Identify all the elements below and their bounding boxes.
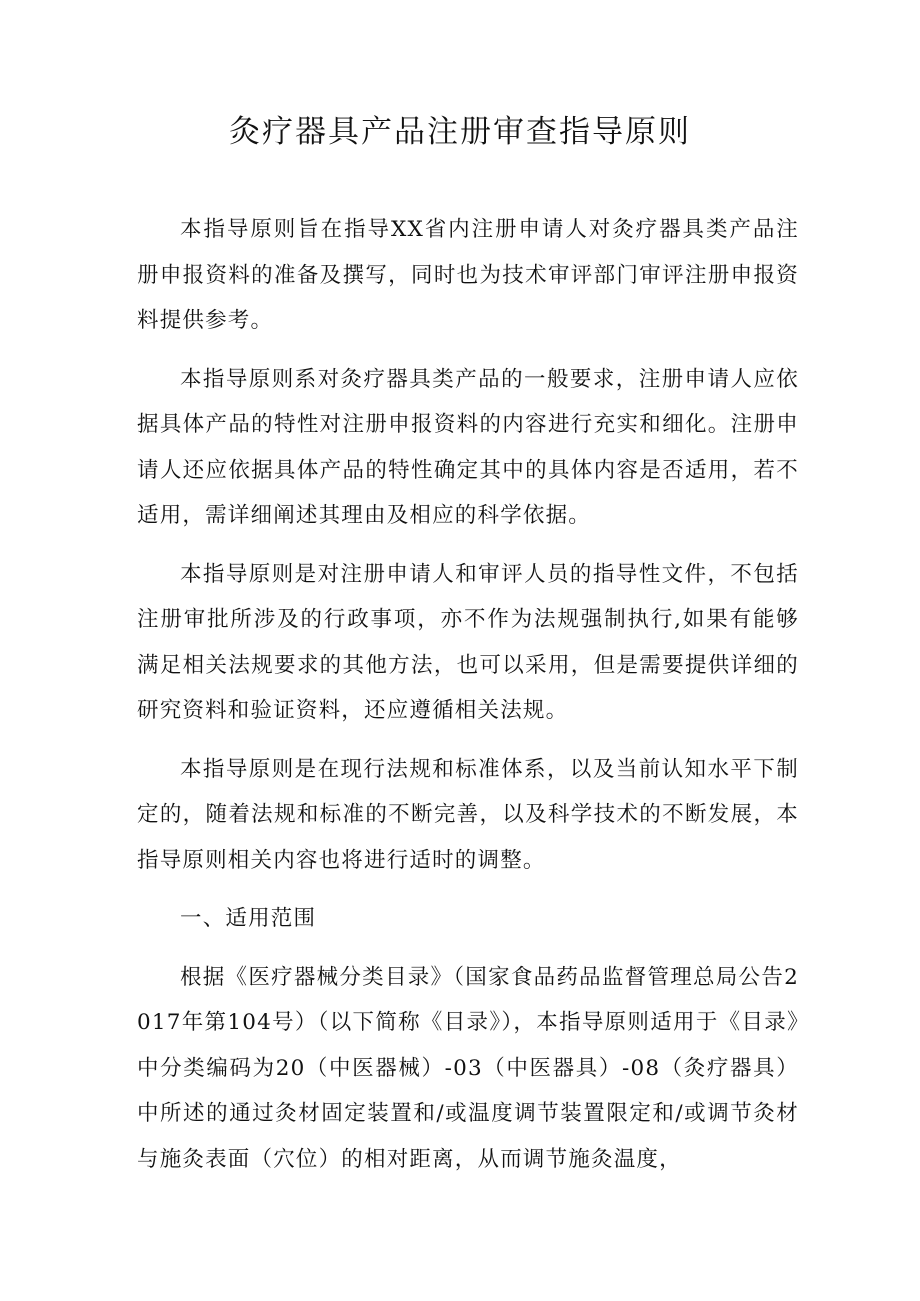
section-heading-scope: 一、适用范围	[180, 906, 317, 931]
paragraph-scope: 根据《医疗器械分类目录》（国家食品药品监督管理总局公告2017年第104号）（以下简称《目录》），本指导原则适用于《目录》中分类编码为20（中医器械）-03（中医器具）-08（灸疗器具）中所述的通过灸材固定装置和/或温度调节装置限定和/或调节灸材与施灸表面（穴位）的相对距离，从而调节施灸温度，	[137, 964, 799, 1172]
document-title: 灸疗器具产品注册审查指导原则	[229, 114, 691, 150]
document-body	[137, 207, 799, 1195]
paragraph-general-requirements: 本指导原则系对灸疗器具类产品的一般要求，注册申请人应依据具体产品的特性对注册申报资料的内容进行充实和细化。注册申请人还应依据具体产品的特性确定其中的具体内容是否适用，若不适用，需详细阐述其理由及相应的科学依据。	[137, 366, 799, 528]
paragraph-purpose: 本指导原则旨在指导XX省内注册申请人对灸疗器具类产品注册申报资料的准备及撰写，同时也为技术审评部门审评注册申报资料提供参考。	[137, 217, 799, 333]
paragraph-guidance-nature: 本指导原则是对注册申请人和审评人员的指导性文件，不包括注册审批所涉及的行政事项，亦不作为法规强制执行,如果有能够满足相关法规要求的其他方法，也可以采用，但是需要提供详细的研究资料和验证资料，还应遵循相关法规。	[137, 561, 799, 723]
paragraph-adjustment: 本指导原则是在现行法规和标准体系，以及当前认知水平下制定的，随着法规和标准的不断完善，以及科学技术的不断发展，本指导原则相关内容也将进行适时的调整。	[137, 756, 799, 873]
